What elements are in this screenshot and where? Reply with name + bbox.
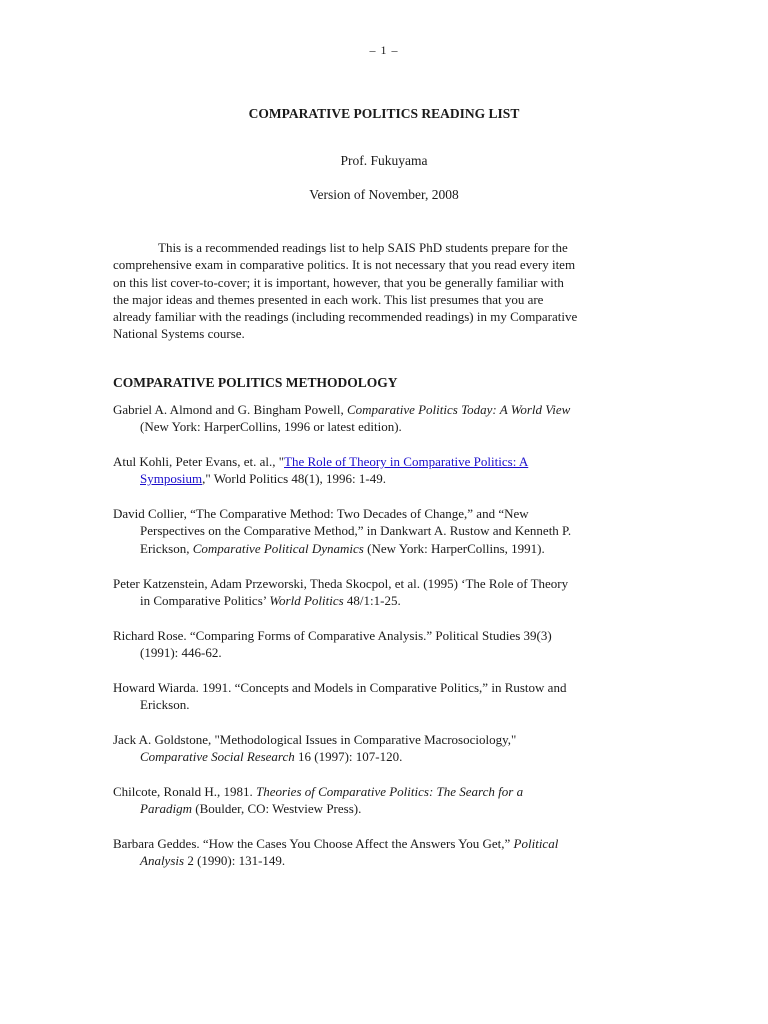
work-title: Analysis <box>140 853 185 869</box>
intro-line: National Systems course. <box>113 326 245 342</box>
page-number: – 1 – <box>369 43 399 57</box>
reference-link[interactable]: The Role of Theory in Comparative Politics: A <box>284 454 529 470</box>
reference-entry: Gabriel A. Almond and G. Bingham Powell, Comparative Politics Today: A World View (New York: HarperCollins, 1996 or latest edition). <box>113 402 571 435</box>
work-title: World Politics <box>269 592 344 608</box>
work-title: Political <box>513 836 559 852</box>
version-line: Version of November, 2008 <box>309 187 459 202</box>
intro-line: This is a recommended readings list to help SAIS PhD students prepare for the <box>158 240 568 255</box>
reference-entry: Richard Rose. “Comparing Forms of Comparative Analysis.” Political Studies 39(3) (1991): 446-62. <box>113 627 552 660</box>
intro-line: on this list cover-to-cover; it is important, however, that you be generally familiar with <box>113 274 564 290</box>
reference-entry: Barbara Geddes. “How the Cases You Choose Affect the Answers You Get,” Political Analysis 2 (1990): 131-149. <box>113 836 559 869</box>
reference-entry: Peter Katzenstein, Adam Przeworski, Theda Skocpol, et al. (1995) ‘The Role of Theory in Comparative Politics’ World Politics 48/1:1-25. <box>113 575 569 608</box>
author-line: Prof. Fukuyama <box>340 153 428 168</box>
reference-entry: Atul Kohli, Peter Evans, et. al., "The Role of Theory in Comparative Politics: A Symposium," World Politics 48(1), 1996: 1-49. <box>113 454 529 487</box>
work-title: Theories of Comparative Politics: The Search for a <box>256 783 524 799</box>
intro-line: already familiar with the readings (including recommended readings) in my Comparative <box>113 309 578 325</box>
reference-entry: Howard Wiarda. 1991. “Concepts and Models in Comparative Politics,” in Rustow and Erickson. <box>113 679 567 713</box>
reference-list <box>113 401 673 887</box>
work-title: Paradigm <box>140 801 192 817</box>
intro-paragraph <box>113 239 658 343</box>
document-title: COMPARATIVE POLITICS READING LIST <box>248 106 520 121</box>
work-title: Comparative Political Dynamics <box>192 540 364 556</box>
reference-link[interactable]: Symposium <box>140 471 203 487</box>
section-heading: COMPARATIVE POLITICS METHODOLOGY <box>113 375 398 390</box>
reference-entry: David Collier, “The Comparative Method: Two Decades of Change,” and “New Perspectives on the Comparative Method,” in Dankwart A. Rustow and Kenneth P. Erickson, Comparative Political Dynamics (New York: HarperCollins, 1991). <box>113 506 572 556</box>
reference-entry: Jack A. Goldstone, "Methodological Issues in Comparative Macrosociology," Comparative Social Research 16 (1997): 107-120. <box>113 731 517 765</box>
reference-entry: Chilcote, Ronald H., 1981. Theories of Comparative Politics: The Search for a Paradigm (Boulder, CO: Westview Press). <box>113 783 524 817</box>
intro-line: comprehensive exam in comparative politics. It is not necessary that you read every item <box>113 257 576 273</box>
work-title: Comparative Politics Today: A World View <box>346 402 571 417</box>
work-title: Comparative Social Research <box>140 749 295 765</box>
intro-line: the major ideas and themes presented in each work. This list presumes that you are <box>113 291 544 307</box>
